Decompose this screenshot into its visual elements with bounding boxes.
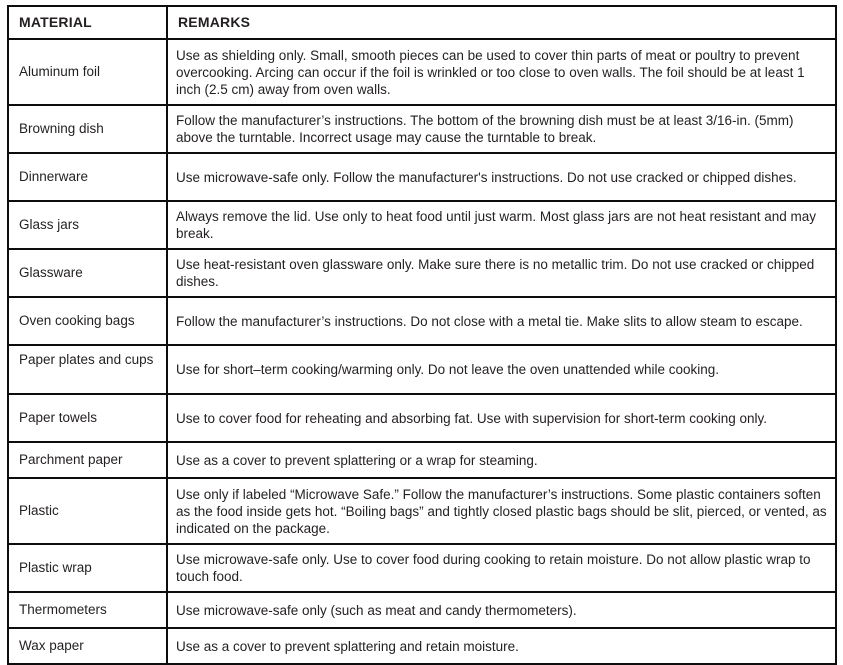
- material-name-cell: Paper plates and cups: [8, 345, 167, 394]
- material-remarks-cell: Use only if labeled “Microwave Safe.” Follow the manufacturer’s instructions. Some plastic containers soften as the food inside gets hot. “Boiling bags” and tightly closed plastic bags should be slit, pierced, or vented, as indicated on the package.: [167, 478, 836, 544]
- table-row: [8, 201, 836, 249]
- material-remarks-cell: Use to cover food for reheating and absorbing fat. Use with supervision for short-term cooking only.: [167, 394, 836, 442]
- table-row: [8, 249, 836, 297]
- material-remarks-cell: Use heat-resistant oven glassware only. Make sure there is no metallic trim. Do not use cracked or chipped dishes.: [167, 249, 836, 297]
- table-row: [8, 442, 836, 478]
- material-name-cell: Glassware: [8, 249, 167, 297]
- material-remarks-cell: Follow the manufacturer’s instructions. The bottom of the browning dish must be at least 3/16-in. (5mm) above the turntable. Incorrect usage may cause the turntable to break.: [167, 105, 836, 153]
- material-name-cell: Thermometers: [8, 592, 167, 628]
- material-name-cell: Dinnerware: [8, 153, 167, 201]
- material-remarks-cell: Use microwave-safe only (such as meat and candy thermometers).: [167, 592, 836, 628]
- material-name-cell: Wax paper: [8, 628, 167, 664]
- material-remarks-cell: Use microwave-safe only. Follow the manufacturer's instructions. Do not use cracked or chipped dishes.: [167, 153, 836, 201]
- material-remarks-cell: Use as a cover to prevent splattering and retain moisture.: [167, 628, 836, 664]
- material-name-cell: Plastic: [8, 478, 167, 544]
- table-row: [8, 345, 836, 394]
- table-row: [8, 39, 836, 105]
- material-remarks-cell: Follow the manufacturer’s instructions. Do not close with a metal tie. Make slits to allow steam to escape.: [167, 297, 836, 345]
- table-row: [8, 394, 836, 442]
- material-remarks-cell: Use as a cover to prevent splattering or a wrap for steaming.: [167, 442, 836, 478]
- table-body: [8, 39, 836, 664]
- material-remarks-cell: Use as shielding only. Small, smooth pieces can be used to cover thin parts of meat or poultry to prevent overcooking. Arcing can occur if the foil is wrinkled or too close to oven walls. The foil should be at least 1 inch (2.5 cm) away from oven walls.: [167, 39, 836, 105]
- material-name-cell: Browning dish: [8, 105, 167, 153]
- table-row: [8, 105, 836, 153]
- material-name-cell: Paper towels: [8, 394, 167, 442]
- material-name-cell: Aluminum foil: [8, 39, 167, 105]
- table-row: [8, 297, 836, 345]
- cookware-materials-table: [7, 5, 837, 665]
- header-row: [8, 6, 836, 39]
- table-row: [8, 628, 836, 664]
- column-header-material: MATERIAL: [8, 6, 167, 39]
- column-header-remarks: REMARKS: [167, 6, 836, 39]
- table-row: [8, 478, 836, 544]
- materials-table-container: [7, 5, 835, 665]
- material-remarks-cell: Use microwave-safe only. Use to cover food during cooking to retain moisture. Do not allow plastic wrap to touch food.: [167, 544, 836, 592]
- table-header: [8, 6, 836, 39]
- table-row: [8, 592, 836, 628]
- material-remarks-cell: Always remove the lid. Use only to heat food until just warm. Most glass jars are not heat resistant and may break.: [167, 201, 836, 249]
- table-row: [8, 153, 836, 201]
- material-name-cell: Plastic wrap: [8, 544, 167, 592]
- material-name-cell: Parchment paper: [8, 442, 167, 478]
- material-name-cell: Oven cooking bags: [8, 297, 167, 345]
- table-row: [8, 544, 836, 592]
- material-remarks-cell: Use for short–term cooking/warming only. Do not leave the oven unattended while cooking.: [167, 345, 836, 394]
- material-name-cell: Glass jars: [8, 201, 167, 249]
